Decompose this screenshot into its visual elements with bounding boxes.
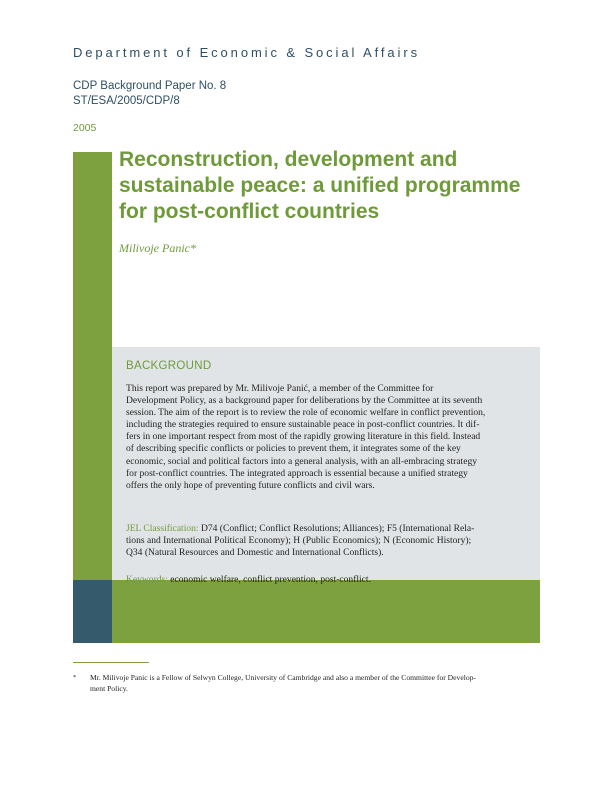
jel-line: tions and International Political Economy); H (Public Economics); N (Economic History); — [126, 535, 472, 547]
body-line: including the strategies required to ensure sustainable peace in post-conflict countries. It dif- — [126, 419, 480, 431]
author-name: Milivoje Panic* — [119, 241, 196, 255]
body-line: Development Policy, as a background paper for deliberations by the Committee at its seventh — [126, 395, 483, 407]
footnote-line: ment Policy. — [90, 684, 128, 693]
footnote-mark: * — [73, 674, 77, 681]
paper-title — [119, 147, 539, 225]
accent-block — [73, 580, 112, 643]
body-line: economic, social and political factors into a general analysis, with an all-embracing strategy — [126, 455, 477, 467]
department-name: Department of Economic & Social Affairs — [73, 45, 420, 60]
keywords-text: economic welfare, conflict prevention, post-conflict. — [167, 574, 371, 585]
title-line: for post-conflict countries — [119, 200, 380, 223]
document-code: ST/ESA/2005/CDP/8 — [73, 95, 180, 107]
footnote-rule — [73, 662, 149, 663]
jel-classification — [126, 523, 534, 559]
series-number: CDP Background Paper No. 8 — [73, 80, 227, 92]
body-line: session. The aim of the report is to review the role of economic welfare in conflict prevention, — [126, 407, 486, 419]
jel-label: JEL Classification: — [126, 523, 199, 534]
body-line: offers the only hope of preventing future conflicts and civil wars. — [126, 479, 375, 491]
jel-line — [126, 523, 534, 535]
keywords-line — [126, 574, 534, 586]
jel-text: D74 (Conflict; Conflict Resolutions; Alliances); F5 (International Rela- — [198, 523, 475, 534]
background-heading: BACKGROUND — [126, 360, 212, 372]
title-line: Reconstruction, development and — [119, 148, 458, 171]
keywords — [126, 574, 534, 586]
series-info — [73, 79, 226, 109]
accent-bar — [73, 152, 112, 580]
body-line: fers in one important respect from most of the rapidly growing literature in this field. Instead — [126, 431, 481, 443]
publication-year: 2005 — [73, 122, 97, 134]
body-line: for post-conflict countries. The integrated approach is essential because a unified strategy — [126, 467, 468, 479]
jel-line: Q34 (Natural Resources and Domestic and International Conflicts). — [126, 547, 384, 559]
title-line: sustainable peace: a unified programme — [119, 174, 521, 197]
keywords-label: Keywords: — [126, 574, 168, 585]
background-body — [126, 383, 534, 492]
body-line: This report was prepared by Mr. Milivoje Panić, a member of the Committee for — [126, 383, 434, 394]
body-line: of describing specific conflicts or policies to prevent them, it integrates some of the key — [126, 443, 461, 455]
footnote-line: Mr. Milivoje Panic is a Fellow of Selwyn College, University of Cambridge and also a member of the Committee for Develop- — [90, 673, 476, 682]
accent-strip — [112, 580, 540, 643]
